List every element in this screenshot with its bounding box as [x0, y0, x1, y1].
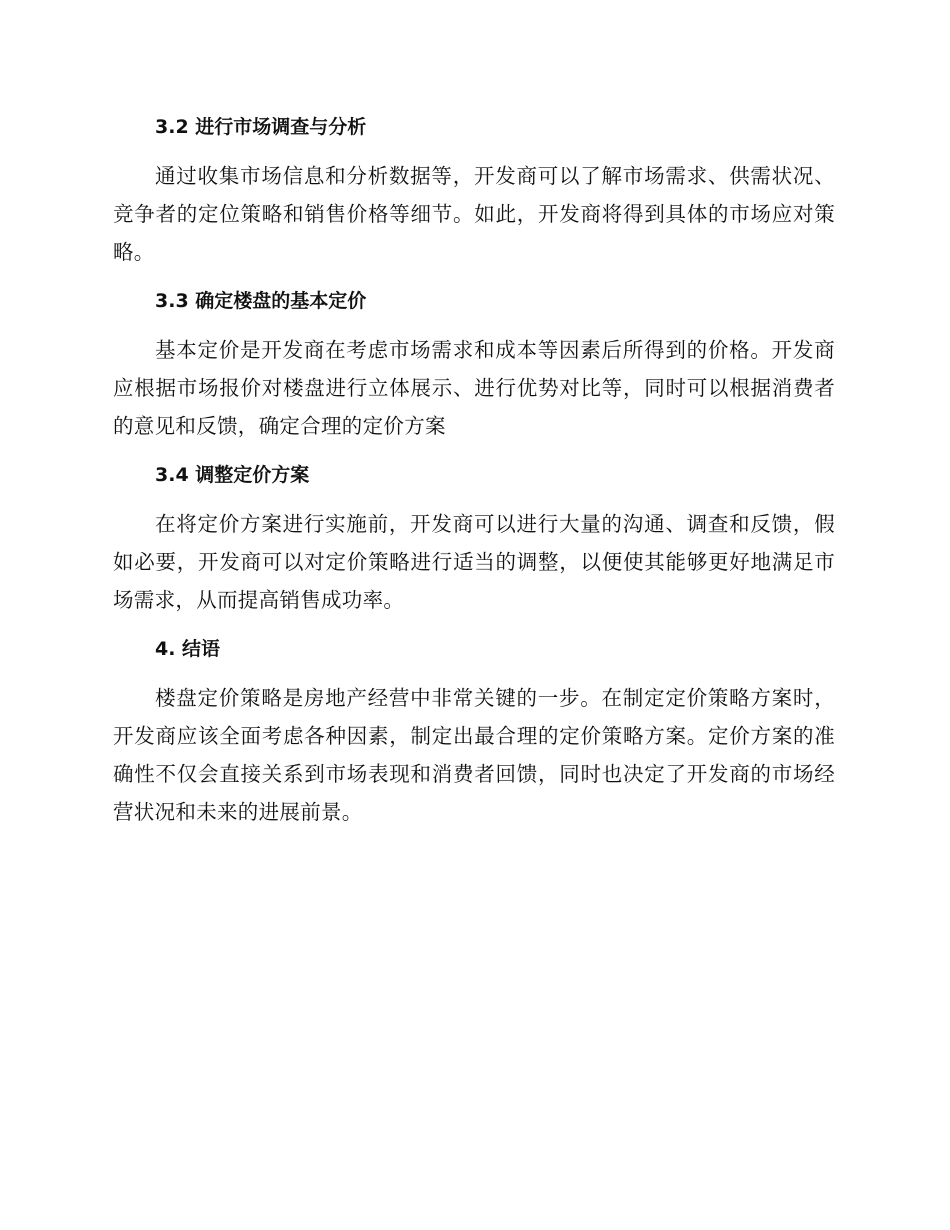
section-heading-3-3: 3.3 确定楼盘的基本定价 [155, 290, 367, 312]
section-heading-4: 4. 结语 [155, 638, 221, 660]
document-body [113, 108, 835, 842]
section-paragraph-3-2: 通过收集市场信息和分析数据等，开发商可以了解市场需求、供需状况、竞争者的定位策略和销售价格等细节。如此，开发商将得到具体的市场应对策略。 [113, 164, 835, 264]
section-paragraph-3-3: 基本定价是开发商在考虑市场需求和成本等因素后所得到的价格。开发商应根据市场报价对楼盘进行立体展示、进行优势对比等，同时可以根据消费者的意见和反馈，确定合理的定价方案 [113, 338, 835, 438]
section-heading-3-4: 3.4 调整定价方案 [155, 464, 310, 486]
section-paragraph-3-4: 在将定价方案进行实施前，开发商可以进行大量的沟通、调查和反馈，假如必要，开发商可以对定价策略进行适当的调整，以便使其能够更好地满足市场需求，从而提高销售成功率。 [113, 512, 835, 612]
section-heading-3-2: 3.2 进行市场调查与分析 [155, 116, 367, 138]
section-paragraph-4: 楼盘定价策略是房地产经营中非常关键的一步。在制定定价策略方案时，开发商应该全面考虑各种因素，制定出最合理的定价策略方案。定价方案的准确性不仅会直接关系到市场表现和消费者回馈，同时也决定了开发商的市场经营状况和未来的进展前景。 [113, 686, 835, 824]
